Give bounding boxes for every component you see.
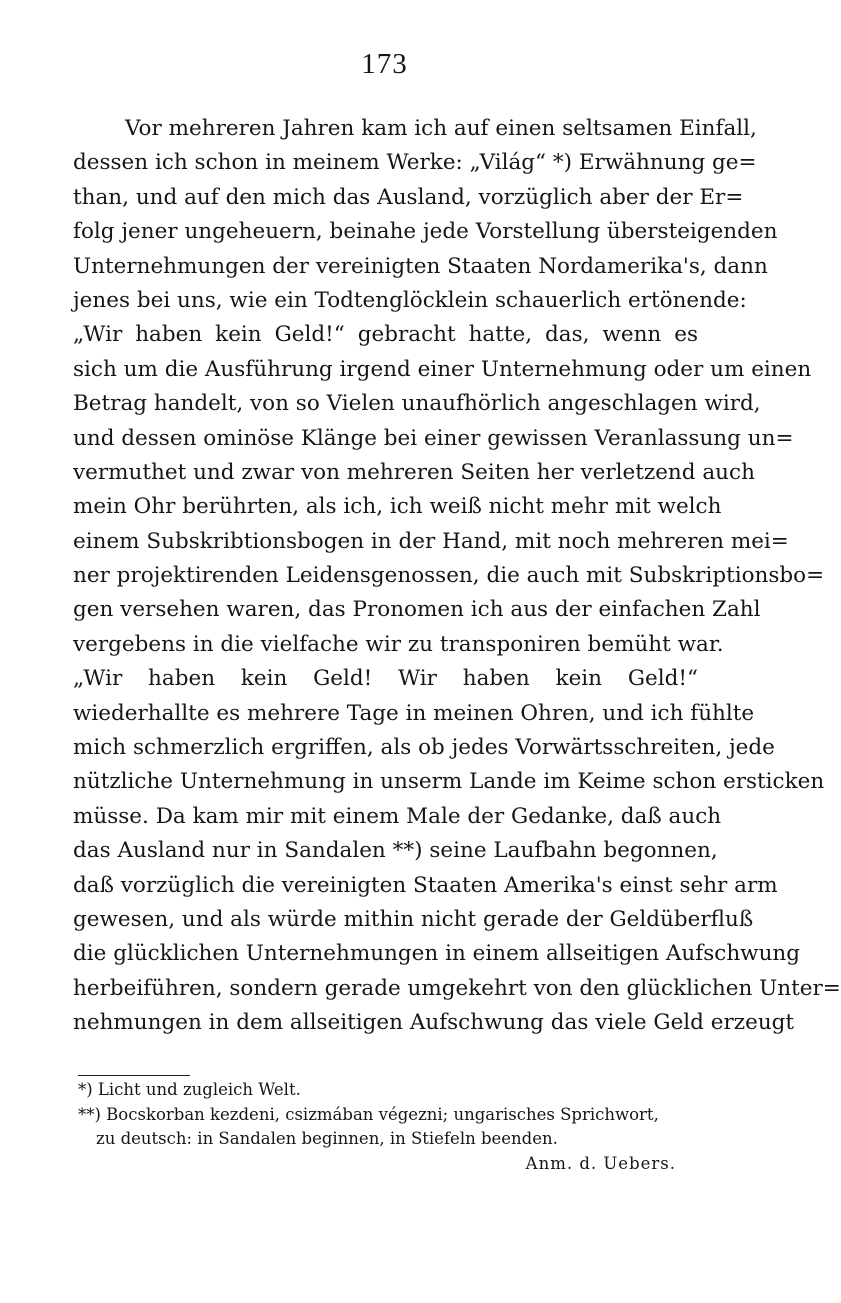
text-line: „Wir haben kein Geld! Wir haben kein Geld!“ [73, 666, 698, 692]
text-line: die glücklichen Unternehmungen in einem allseitigen Aufschwung [73, 941, 801, 967]
text-line: ner projektirenden Leidensgenossen, die auch mit Subskriptionsbo= [73, 563, 825, 589]
text-line: gen versehen waren, das Pronomen ich aus der einfachen Zahl [73, 597, 761, 623]
footnote-line: **) Bocskorban kezdeni, csizmában végezni; ungarisches Sprichwort, [78, 1104, 659, 1124]
text-line: das Ausland nur in Sandalen **) seine Laufbahn begonnen, [73, 838, 718, 864]
text-line: jenes bei uns, wie ein Todtenglöcklein schauerlich ertönende: [73, 287, 747, 313]
footnote-line: *) Licht und zugleich Welt. [78, 1080, 301, 1099]
text-line: nützliche Unternehmung in unserm Lande im Keime schon ersticken [73, 769, 825, 795]
text-line: nehmungen in dem allseitigen Aufschwung das viele Geld erzeugt [73, 1010, 795, 1036]
text-line: vermuthet und zwar von mehreren Seiten her verletzend auch [73, 459, 755, 485]
text-line: Unternehmungen der vereinigten Staaten Nordamerika's, dann [73, 253, 768, 279]
text-line: vergebens in die vielfache wir zu transponiren bemüht war. [73, 631, 724, 657]
footnotes [78, 1078, 698, 1176]
translator-note: Anm. d. Uebers. [525, 1153, 676, 1173]
text-line: wiederhallte es mehrere Tage in meinen Ohren, und ich fühlte [73, 700, 755, 726]
text-line: folg jener ungeheuern, beinahe jede Vorstellung übersteigenden [73, 219, 778, 245]
body-text [73, 112, 841, 1041]
text-line: mein Ohr berührten, als ich, ich weiß nicht mehr mit welch [73, 494, 722, 520]
text-line: gewesen, und als würde mithin nicht gerade der Geldüberfluß [73, 906, 754, 932]
footnote-line: zu deutsch: in Sandalen beginnen, in Stiefeln beenden. [96, 1129, 558, 1148]
text-line: Vor mehreren Jahren kam ich auf einen seltsamen Einfall, [125, 116, 757, 141]
page-number: 173 [361, 48, 408, 80]
text-line: einem Subskribtionsbogen in der Hand, mit noch mehreren mei= [73, 528, 789, 554]
text-line: dessen ich schon in meinem Werke: „Világ“ *) Erwähnung ge= [73, 150, 757, 176]
text-line: sich um die Ausführung irgend einer Unternehmung oder um einen [73, 356, 812, 382]
text-line: daß vorzüglich die vereinigten Staaten Amerika's einst sehr arm [73, 872, 778, 898]
text-line: mich schmerzlich ergriffen, als ob jedes Vorwärtsschreiten, jede [73, 735, 775, 761]
footnote-divider [78, 1075, 190, 1076]
text-line: than, und auf den mich das Ausland, vorzüglich aber der Er= [73, 184, 744, 210]
text-line: und dessen ominöse Klänge bei einer gewissen Veranlassung un= [73, 425, 794, 451]
text-line: Betrag handelt, von so Vielen unaufhörlich angeschlagen wird, [73, 391, 761, 417]
text-line: herbeiführen, sondern gerade umgekehrt von den glücklichen Unter= [73, 975, 841, 1001]
text-line: „Wir haben kein Geld!“ gebracht hatte, das, wenn es [73, 322, 698, 348]
text-line: müsse. Da kam mir mit einem Male der Gedanke, daß auch [73, 803, 722, 829]
